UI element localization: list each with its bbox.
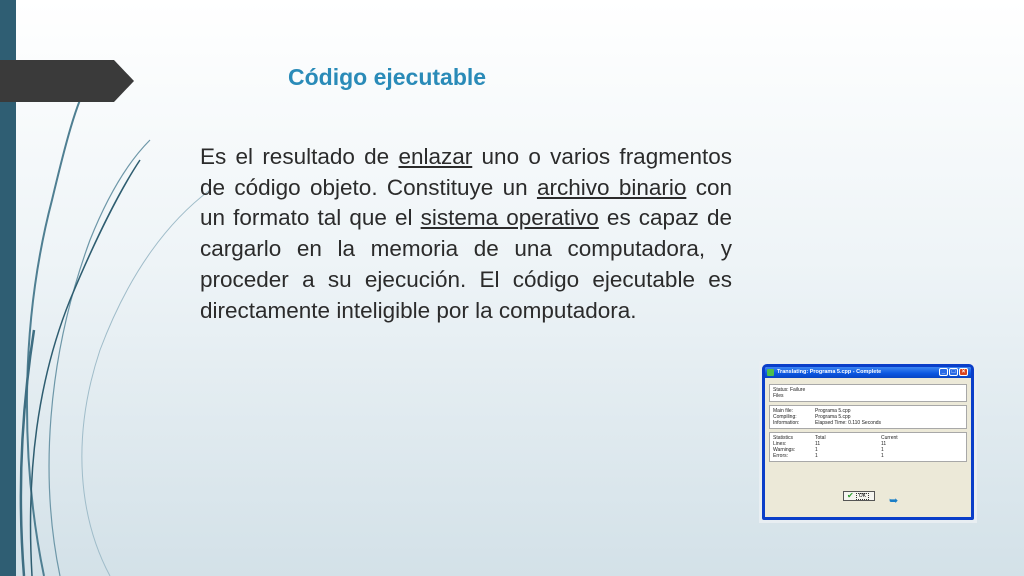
- body-text-part: es capaz de cargarlo en la memoria de una computadora, y proceder a su ejecución. El código ejecutable es directamente inteligible por la computadora.: [200, 205, 732, 323]
- warnings-current: 1: [881, 447, 884, 453]
- total-header: Total: [815, 435, 826, 441]
- lines-total: 11: [815, 441, 821, 447]
- link-archivo-binario[interactable]: archivo binario: [536, 174, 687, 200]
- status-value: Failure: [789, 387, 806, 393]
- dialog-title: Translating: Programa 5.cpp - Complete: [777, 369, 882, 375]
- status-panel: [769, 384, 967, 402]
- statistics-label: Statistics: [773, 435, 794, 441]
- errors-label: Errors:: [773, 453, 788, 459]
- files-label: Files: [773, 393, 784, 399]
- slide-body-paragraph: [200, 142, 732, 326]
- compiling-value: Programa 5.cpp: [815, 414, 851, 420]
- app-icon: [767, 369, 774, 376]
- link-enlazar[interactable]: enlazar: [398, 144, 473, 169]
- compiling-label: Compiling:: [773, 414, 797, 420]
- warnings-label: Warnings:: [773, 447, 796, 453]
- minimize-icon[interactable]: _: [939, 368, 948, 376]
- compiler-dialog: [762, 364, 974, 520]
- main-file-value: Programa 5.cpp: [815, 408, 851, 414]
- main-file-label: Main file:: [773, 408, 794, 414]
- body-text-part: Es el resultado de: [200, 144, 399, 169]
- information-label: Information:: [773, 420, 800, 426]
- dialog-body: [765, 378, 971, 465]
- title-arrow-tab: [0, 60, 134, 102]
- current-header: Current: [881, 435, 898, 441]
- link-sistema-operativo[interactable]: sistema operativo: [420, 205, 599, 231]
- status-label: Status:: [773, 387, 789, 393]
- files-panel: [769, 405, 967, 429]
- statistics-panel: [769, 432, 967, 462]
- lines-current: 11: [881, 441, 887, 447]
- errors-total: 1: [815, 453, 818, 459]
- slide-title: Código ejecutable: [288, 64, 487, 90]
- checkmark-icon: ✔: [847, 491, 854, 500]
- body-text-part: con un formato tal que el: [200, 174, 732, 231]
- body-text-part: uno o varios fragmentos de código objeto. Constituye un: [200, 144, 732, 200]
- warnings-total: 1: [815, 447, 818, 453]
- ok-button[interactable]: [843, 491, 875, 501]
- information-value: Elapsed Time: 0.110 Seconds: [815, 420, 882, 426]
- dialog-title-bar: [765, 367, 971, 378]
- close-icon[interactable]: ×: [959, 368, 968, 376]
- maximize-icon[interactable]: □: [949, 368, 958, 376]
- compiler-dialog-screenshot: [759, 361, 977, 523]
- ok-button-label: OK: [856, 493, 869, 500]
- errors-current: 1: [881, 453, 884, 459]
- cursor-arrow-icon: ➥: [889, 495, 899, 507]
- lines-label: Lines:: [773, 441, 787, 447]
